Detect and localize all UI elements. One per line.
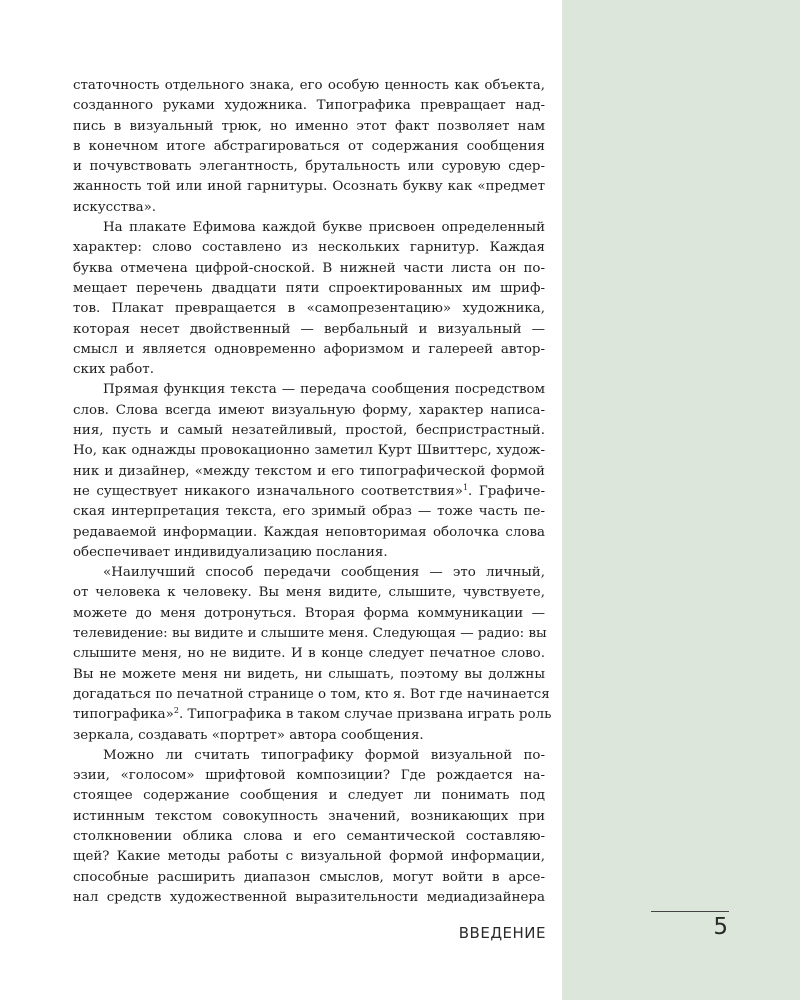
text-line-content: обеспечивает индивидуализацию послания. — [73, 544, 388, 560]
text-line-content: слов. Слова всегда имеют визуальную форму, характер написа- — [73, 402, 545, 418]
text-line-content: мещает перечень двадцати пяти спроектированных им шриф- — [73, 280, 545, 296]
text-line — [73, 137, 545, 157]
text-line-content: «Наилучший способ передачи сообщения — это личный, — [103, 565, 545, 581]
side-color-band — [562, 0, 800, 1000]
text-line — [73, 320, 545, 340]
text-line — [73, 685, 550, 705]
text-line-content: телевидение: вы видите и слышите меня. Следующая — радио: вы — [73, 626, 547, 642]
text-line — [73, 441, 545, 461]
body-text — [73, 76, 552, 908]
running-footer-section-title: ВВЕДЕНИЕ — [458, 924, 546, 942]
text-line-content: статочность отдельного знака, его особую ценность как объекта, — [73, 78, 545, 93]
text-line — [73, 624, 545, 644]
text-line-content: эзии, «голосом» шрифтовой композиции? Где рождается на- — [73, 768, 545, 784]
text-line — [73, 807, 545, 827]
text-line — [73, 117, 545, 137]
text-line-content: редаваемой информации. Каждая неповторимая оболочка слова — [73, 524, 545, 540]
text-line-continuation: . Типографика в таком случае призвана играть роль — [178, 707, 552, 723]
text-line — [73, 238, 545, 258]
footer-rule — [651, 911, 729, 912]
text-line-content: Прямая функция текста — передача сообщения посредством — [103, 382, 545, 398]
text-line-content: Вы не можете меня ни видеть, ни слышать, поэтому вы должны — [73, 666, 545, 682]
text-line — [73, 157, 545, 177]
text-line-content: слышите меня, но не видите. И в конце следует печатное слово. — [73, 646, 545, 662]
text-line — [73, 563, 545, 583]
text-line-content: ская интерпретация текста, его зримый образ — тоже часть пе- — [73, 504, 545, 520]
text-line — [73, 360, 545, 380]
text-line-content: щей? Какие методы работы с визуальной формой информации, — [73, 849, 545, 865]
text-line-content: и почувствовать элегантность, брутальность или суровую сдер- — [73, 159, 545, 175]
text-line — [73, 198, 545, 218]
text-line-content: способные расширить диапазон смыслов, могут войти в арсе- — [73, 869, 545, 885]
text-line-content: стоящее содержание сообщения и следует ли понимать под — [73, 788, 545, 804]
text-line — [73, 766, 545, 786]
text-line-content: типографика» — [73, 707, 174, 723]
text-line — [73, 726, 545, 746]
text-line — [73, 847, 545, 867]
text-line — [73, 218, 545, 238]
page-number: 5 — [713, 914, 728, 940]
text-line-content: столкновении облика слова и его семантической составляю- — [73, 828, 545, 844]
text-line — [73, 665, 545, 685]
text-line-content: Но, как однажды провокационно заметил Курт Швиттерс, худож- — [73, 443, 545, 459]
text-line — [73, 76, 545, 96]
text-line — [73, 279, 545, 299]
footnote-marker: 2 — [173, 706, 179, 716]
text-line-content: в конечном итоге абстрагироваться от содержания сообщения — [73, 138, 545, 154]
text-line-continuation: . Графиче- — [468, 483, 545, 499]
text-line-content: истинным текстом совокупность значений, возникающих при — [73, 808, 545, 824]
text-line-content: ских работ. — [73, 362, 154, 378]
text-line — [73, 299, 545, 319]
text-line — [73, 583, 545, 603]
text-line-content: ник и дизайнер, «между текстом и его типографической формой — [73, 463, 545, 479]
text-line — [73, 259, 545, 279]
text-line-content: можете до меня дотронуться. Вторая форма коммуникации — — [73, 605, 545, 621]
text-line — [73, 421, 545, 441]
text-line-content: искусства». — [73, 199, 157, 215]
text-line-content: пись в визуальный трюк, но именно этот факт позволяет нам — [73, 118, 545, 134]
text-line — [73, 604, 545, 624]
text-line-content: тов. Плакат превращается в «самопрезентацию» художника, — [73, 301, 545, 317]
text-line — [73, 523, 545, 543]
text-line — [73, 502, 545, 522]
text-line-content: которая несет двойственный — вербальный и визуальный — — [73, 321, 545, 337]
text-line — [73, 746, 545, 766]
text-line-content: жанность той или иной гарнитуры. Осознать букву как «предмет — [73, 179, 545, 195]
text-line-content: созданного руками художника. Типографика превращает над- — [73, 98, 545, 114]
text-line-content: нал средств художественной выразительности медиадизайнера — [73, 889, 545, 905]
text-line — [73, 786, 545, 806]
footnote-marker: 1 — [462, 482, 469, 492]
text-line — [73, 543, 545, 563]
text-line-content: от человека к человеку. Вы меня видите, слышите, чувствуете, — [73, 585, 545, 601]
text-line — [73, 888, 545, 908]
text-line — [73, 340, 545, 360]
text-line — [73, 96, 545, 116]
text-line-content: смысл и является одновременно афоризмом и галереей автор- — [73, 341, 545, 357]
text-line-content: буква отмечена цифрой-сноской. В нижней части листа он по- — [73, 260, 545, 276]
text-line — [73, 482, 545, 502]
text-line-content: Можно ли считать типографику формой визуальной по- — [103, 747, 545, 763]
text-line-content: не существует никакого изначального соответствия» — [73, 483, 463, 499]
text-line-content: На плакате Ефимова каждой букве присвоен определенный — [103, 220, 545, 236]
text-line — [73, 177, 545, 197]
text-line — [73, 827, 545, 847]
text-line — [73, 644, 545, 664]
text-line — [73, 380, 545, 400]
text-line-content: зеркала, создавать «портрет» автора сообщения. — [73, 727, 424, 743]
text-line-content: характер: слово составлено из нескольких гарнитур. Каждая — [73, 240, 545, 256]
text-line — [73, 401, 545, 421]
text-line — [73, 705, 552, 725]
text-line-content: догадаться по печатной странице о том, кто я. Вот где начинается — [73, 686, 550, 702]
text-line — [73, 868, 545, 888]
text-line-content: ния, пусть и самый незатейливый, простой, беспристрастный. — [73, 423, 545, 439]
text-line — [73, 462, 545, 482]
